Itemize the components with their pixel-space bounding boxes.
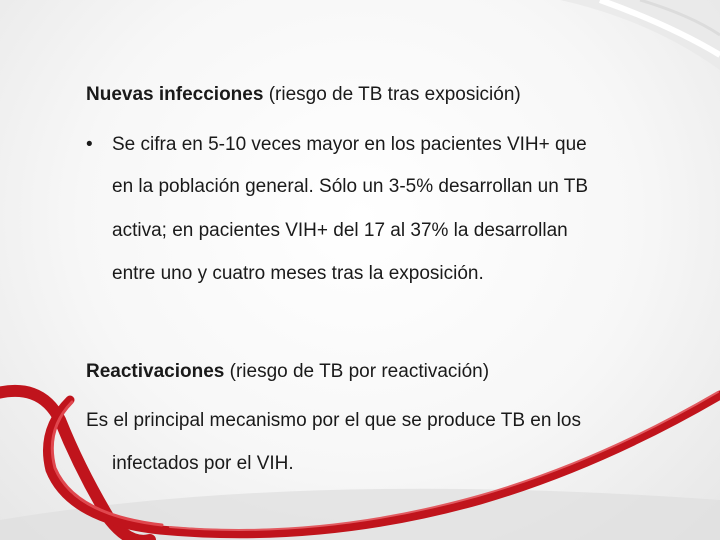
section2-heading	[86, 361, 489, 384]
section1-heading-rest: (riesgo de TB tras exposición)	[263, 84, 521, 105]
section1-line-2: en la población general. Sólo un 3-5% desarrollan un TB	[112, 176, 589, 197]
section1-line-4: entre uno y cuatro meses tras la exposición.	[112, 263, 484, 284]
section2-heading-rest: (riesgo de TB por reactivación)	[224, 361, 490, 382]
section1-heading-bold: Nuevas infecciones	[86, 84, 264, 105]
section1-line-3: activa; en pacientes VIH+ del 17 al 37% la desarrollan	[112, 220, 568, 241]
section1-heading	[86, 84, 521, 107]
section2-line-2: infectados por el VIH.	[112, 453, 294, 474]
bullet-icon: •	[86, 134, 93, 155]
section1-line-1: Se cifra en 5-10 veces mayor en los pacientes VIH+ que	[112, 134, 587, 155]
section2-heading-bold: Reactivaciones	[86, 361, 225, 382]
section2-line-1: Es el principal mecanismo por el que se produce TB en los	[86, 410, 581, 431]
